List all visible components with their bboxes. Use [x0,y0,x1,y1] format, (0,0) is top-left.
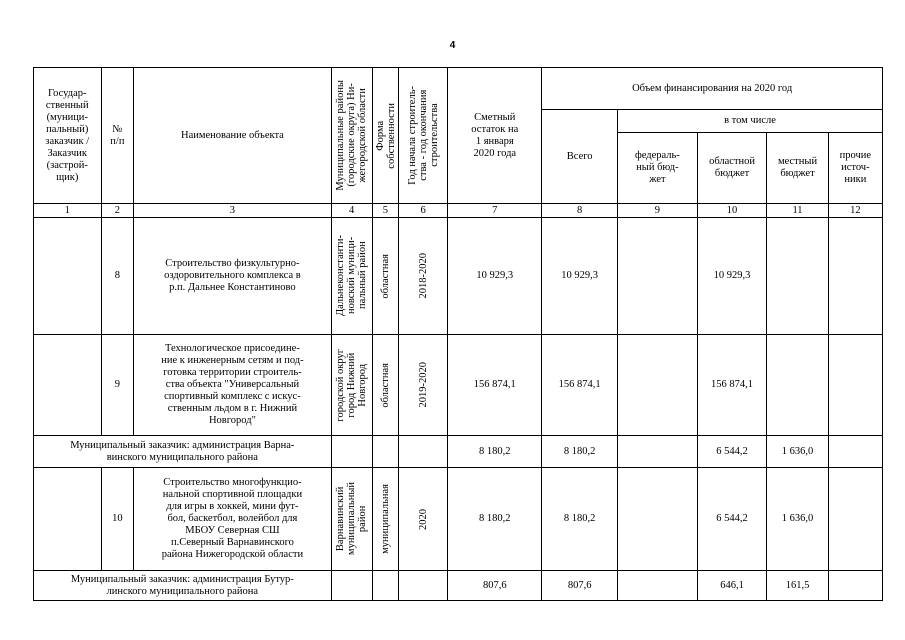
cell-local: 161,5 [767,571,828,601]
table-row [34,468,883,571]
header-years [399,68,448,204]
cell-balance: 10 929,3 [448,218,542,335]
header-other: прочие источ- ники [828,133,882,204]
header-balance: Сметный остаток на 1 января 2020 года [448,68,542,204]
cell-district [331,436,372,468]
cell-local: 1 636,0 [767,468,828,571]
cell-other [828,335,882,436]
column-number: 10 [697,204,767,218]
cell-district-text: городской округ город Нижний Новгород [335,348,369,422]
cell-num: 10 [101,468,134,571]
cell-ownership [372,571,399,601]
column-number: 1 [34,204,102,218]
column-number: 8 [542,204,618,218]
cell-regional: 646,1 [697,571,767,601]
cell-district [331,468,372,571]
cell-total: 8 180,2 [542,436,618,468]
page-number: 4 [449,40,456,51]
header-object-name: Наименование объекта [134,68,331,204]
cell-other [828,571,882,601]
cell-balance: 156 874,1 [448,335,542,436]
cell-ownership [372,335,399,436]
cell-ownership-text: муниципальная [379,484,391,554]
cell-local: 1 636,0 [767,436,828,468]
cell-ownership [372,436,399,468]
cell-district [331,571,372,601]
cell-federal [618,218,698,335]
cell-total: 8 180,2 [542,468,618,571]
cell-years [399,436,448,468]
cell-years-text: 2018-2020 [417,253,429,299]
column-number: 5 [372,204,399,218]
header-federal: федераль- ный бюд- жет [618,133,698,204]
cell-object-name: Строительство физкультурно- оздоровительного комплекса в р.п. Дальнее Константиново [134,218,331,335]
header-years-text: Год начала строитель- ства - год окончания строительства [406,86,440,185]
cell-balance: 8 180,2 [448,468,542,571]
cell-customer [34,218,102,335]
cell-object-name: Технологическое присоедине- ние к инженерным сетям и под- готовка территории строитель- ства объекта "Универсальный спортивный комплекс с искус- ственным льдом в г. Нижний Новгород" [134,335,331,436]
header-customer: Государ- ственный (муници- пальный) заказчик / Заказчик (застрой- щик) [34,68,102,204]
cell-num: 9 [101,335,134,436]
cell-years [399,218,448,335]
header-num: № п/п [101,68,134,204]
funding-table [33,67,883,601]
cell-federal [618,571,698,601]
header-district-text: Муниципальные районы (городские округа) Ни- жегородской области [335,80,369,191]
cell-ownership-text: областная [379,253,391,299]
cell-local [767,218,828,335]
cell-local [767,335,828,436]
cell-object-name: Строительство многофункцио- нальной спортивной площадки для игры в хоккей, мини фут- бол, баскетбол, волейбол для МБОУ Северная СШ п.Северный Варнавинского района Нижегородской области [134,468,331,571]
cell-customer [34,468,102,571]
cell-years-text: 2020 [417,508,429,530]
cell-regional: 6 544,2 [697,436,767,468]
column-number: 12 [828,204,882,218]
table-row [34,335,883,436]
cell-total: 156 874,1 [542,335,618,436]
cell-federal [618,436,698,468]
cell-years [399,571,448,601]
cell-regional: 156 874,1 [697,335,767,436]
cell-balance: 8 180,2 [448,436,542,468]
header-local: местный бюджет [767,133,828,204]
cell-other [828,436,882,468]
cell-total: 10 929,3 [542,218,618,335]
column-number: 9 [618,204,698,218]
column-number: 2 [101,204,134,218]
cell-num: 8 [101,218,134,335]
cell-federal [618,335,698,436]
cell-years-text: 2019-2020 [417,362,429,408]
header-row-1 [34,68,883,110]
cell-customer [34,335,102,436]
cell-other [828,468,882,571]
header-ownership [372,68,399,204]
column-number: 7 [448,204,542,218]
header-district [331,68,372,204]
group-row-varnavino [34,436,883,468]
cell-balance: 807,6 [448,571,542,601]
cell-regional: 6 544,2 [697,468,767,571]
cell-years [399,468,448,571]
column-number: 11 [767,204,828,218]
cell-federal [618,468,698,571]
group-row-buturlino [34,571,883,601]
cell-district [331,218,372,335]
header-total: Всего [542,110,618,204]
header-including: в том числе [618,110,883,133]
column-number: 6 [399,204,448,218]
cell-regional: 10 929,3 [697,218,767,335]
cell-other [828,218,882,335]
cell-district-text: Дальнеконстанти- новский муници- пальный район [335,235,369,317]
header-regional: областной бюджет [697,133,767,204]
table-row [34,218,883,335]
cell-total: 807,6 [542,571,618,601]
header-ownership-text: Форма собственности [374,102,397,169]
cell-ownership [372,218,399,335]
group-label: Муниципальный заказчик: администрация Бутур- линского муниципального района [34,571,332,601]
column-number: 4 [331,204,372,218]
header-funding-total: Объем финансирования на 2020 год [542,68,883,110]
column-number: 3 [134,204,331,218]
cell-district-text: Варнавинский муниципальный район [335,482,369,556]
cell-ownership [372,468,399,571]
group-label: Муниципальный заказчик: администрация Варна- винского муниципального района [34,436,332,468]
cell-ownership-text: областная [379,362,391,408]
cell-district [331,335,372,436]
cell-years [399,335,448,436]
column-numbers-row [34,204,883,218]
